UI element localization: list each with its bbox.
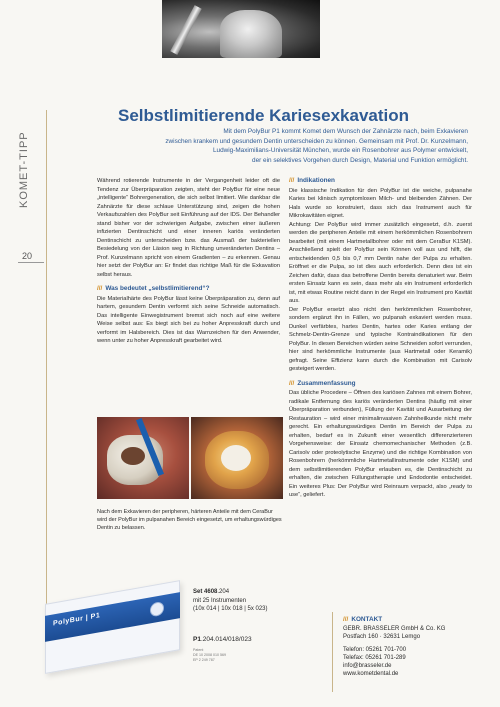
product-reference <box>193 636 252 643</box>
slash-marker-icon: /// <box>289 379 295 387</box>
left-column <box>97 177 280 346</box>
page-number: 20 <box>22 251 33 261</box>
side-label <box>18 118 38 208</box>
left-paragraph-2: Die Materialhärte des PolyBur lässt keine Überpräparation zu, denn auf hartem, gesundem Dentin verformt sich seine Schneide automatisch. Das intelligente Einwegistrument bremst sich noch auf eine weitere Weise selbst aus: Es biegt sich bei zu hoher Anpresskraft durch und verformt im Halsbereich. Dies ist das Warnzeichen für den Anwender, wenn unter zu hoher Anpresskraft gearbeitet wird. <box>97 295 280 344</box>
set-sizes: (10x 014 | 10x 018 | 5x 023) <box>193 606 268 612</box>
box-label: PolyBur | P1 <box>53 612 101 628</box>
slash-marker-icon: /// <box>97 285 103 292</box>
article-title: Selbstlimitierende Kariesexkavation <box>118 106 410 125</box>
article-intro <box>96 127 468 165</box>
contact-postbox: Postfach 160 · 32631 Lemgo <box>343 634 421 641</box>
ref-rest: .204.014/018/023 <box>200 636 252 643</box>
section-heading-text: Zusammenfassung <box>297 379 356 387</box>
set-count: mit 25 Instrumenten <box>193 597 247 604</box>
right-paragraph-2: Achtung: Der PolyBur wird immer zusätzlich eingesetzt, d.h. zuerst werden die peripheren Anteile mit einem herkömmlichen Rosenbohrern bearbeitet (mit einem Hartmetallbohrer oder mit dem CeraBur K1SM). Anschließend spielt der PolyBur sein Können voll aus und hilft, die entscheidenden 0,5 bis 0,7 mm Dentin nahe der Pulpa zu erhalten. Eröffnet er die Pulpa, so ist dies auch erforderlich. Denn dies ist ein Zeichen dafür, dass das betroffene Dentin bereits denaturiert war. Beim ersten Einsatz kann es sein, dass mehr als ein Instrument erforderlich ist, mit etwas Routine reicht dann in der Regel ein Instrument pro Kavität aus. <box>289 221 472 304</box>
clinical-photo-after <box>191 417 283 499</box>
patent-line: Patent <box>193 648 204 652</box>
right-paragraph-3: Der PolyBur ersetzt also nicht den herkömmlichen Rosenbohrer, sondern ergänzt ihn in Fällen, wo pulpanah exkaviert werden muss. Dunkel verfärbtes, hartes Dentin, hartes oder Karies entlang der Schmelz-Dentin-Grenze und typische Kontraindikationen für den PolyBur. In diesen Bereichen würden seine Schneiden sofort verrunden, hier sind herkömmliche Instrumente (aus Hartmetall oder Keramik) gefragt. Seine Effizienz kann durch die Kombination mit Carisolv gesteigert werden. <box>289 306 472 372</box>
bur-shape <box>170 5 201 55</box>
slash-marker-icon: /// <box>289 177 295 184</box>
header-photo <box>162 0 320 58</box>
section-heading-zusammenfassung <box>289 380 472 389</box>
product-box <box>45 562 180 684</box>
section-heading-text: Indikationen <box>297 177 335 184</box>
patent-reference <box>193 648 226 663</box>
page-number-rule <box>18 262 44 263</box>
ref-bold: P1 <box>193 636 201 643</box>
set-suffix: .204 <box>217 589 230 595</box>
side-label-text: KOMET-TIPP <box>18 131 30 208</box>
right-paragraph-4: Das übliche Procedere – Öffnen des kariösen Zahnes mit einem Bohrer, radikale Entfernung des kariös veränderten Dentins (häufig mit einer Überpräparation verbunden), Füllung der Kavität und Ausarbeitung der Restauration – wird einer minimalinvasiven Zahnheilkunde nicht mehr gerecht. Ein erhaltungswürdiges Dentin im Bereich der Pulpa zu erhalten, bedarf es in Zukunft einer wesentlich differenzierteren Vorgehensweise: der Einsatz chemomechanischer Methoden (z.B. Carisolv oder proteolytische Enzyme) und die richtige Kombination von Rosenbohrern (herkömmliche Hartmetallinstrumente oder K1SM) und dem selbstlimitierenden PolyBur erlauben es, die Dentinschicht zu erhalten, die zwischen Füllungstherapie und Endodontie entscheidet. Ein weiteres Plus: Der PolyBur wird Reinraum verpackt, also „ready to use“, geliefert. <box>289 390 472 498</box>
set-prefix: Set <box>193 589 203 595</box>
contact-email-link[interactable]: info@brasseler.de <box>343 663 392 670</box>
section-heading-text: Was bedeutet „selbstlimitierend“? <box>105 285 210 292</box>
dentin-shape <box>221 445 251 471</box>
section-heading-selbstlimitierend <box>97 285 280 294</box>
intro-line: zwischen krankem und gesundem Dentin unterscheiden zu können. Gemeinsam mit Prof. Dr. Kunzelmann, <box>165 137 468 145</box>
set-info <box>193 588 268 614</box>
intro-line: der ein selektives Vorgehen durch Design, Material und Funktion ermöglicht. <box>252 156 468 164</box>
patent-line: EP 2 249 787 <box>193 658 215 662</box>
cavity-shape <box>121 447 145 465</box>
contact-fax: Telefax: 05261 701-289 <box>343 654 406 661</box>
intro-line: Mit dem PolyBur P1 kommt Komet dem Wunsch der Zahnärzte nach, beim Exkavieren <box>223 128 468 135</box>
contact-heading <box>343 616 445 624</box>
contact-block <box>343 616 445 678</box>
contact-website-link[interactable]: www.kometdental.de <box>343 671 399 678</box>
contact-company: GEBR. BRASSELER GmbH & Co. KG <box>343 626 446 633</box>
set-line <box>193 588 268 597</box>
section-heading-indikationen <box>289 177 472 186</box>
left-paragraph-1: Während rotierende Instrumente in der Vergangenheit leider oft die Tendenz zur Überpräparation zeigten, steht der PolyBur für eine neue „intelligente“ Bohrergeneration, die sich selbst limitiert. Wie dankbar die Zahnärzte für diese schlaue Unterstützung sind, zeigen die hohen Verkaufszahlen des PolyBur seit Einführung auf der IDS. Der Behandler stand bisher vor der schwierigen Aufgabe, zwischen einer äußeren infizierten Dentinschicht und einer inneren kariös veränderten Dentinschicht zu unterscheiden bzw. das Ausmaß der bakteriellen Besiedelung von der Läsion weg in Richtung unveränderten Dentins – Prof. Kunzelmann spricht von einem Gradienten – zu erkennen. Genau hier setzt der PolyBur an: Er findet das richtige Maß für die Exkavation selbst heraus. <box>97 178 280 278</box>
contact-rule <box>332 612 333 692</box>
intro-line: Ludwig-Maximilians-Universität München, wurde ein Rosenbohrer aus Polymer entwickelt, <box>212 147 468 155</box>
slash-marker-icon: /// <box>343 616 349 623</box>
right-paragraph-1: Die klassische Indikation für den PolyBur ist die weiche, pulpanahe Karies bei klinisch symptomlosen Milch- und bleibenden Zähnen. Der Hals wurde so konstruiert, dass sich das Instrument auch für Mikrokavitäten eignet. <box>289 187 472 219</box>
contact-heading-text: KONTAKT <box>351 616 383 623</box>
photo-caption: Nach dem Exkavieren der peripheren, härteren Anteile mit dem CeraBur wird der PolyBur im pulpanahen Bereich eingesetzt, um erhaltungswürdiges Dentin zu belassen. <box>97 509 282 531</box>
contact-phone: Telefon: 05261 701-700 <box>343 646 407 653</box>
right-column <box>289 177 472 500</box>
set-number: 4608 <box>204 589 218 595</box>
tooth-shape <box>220 10 282 58</box>
clinical-photo-before <box>97 417 189 499</box>
patent-line: DE 10 2008 010 569 <box>193 653 226 657</box>
